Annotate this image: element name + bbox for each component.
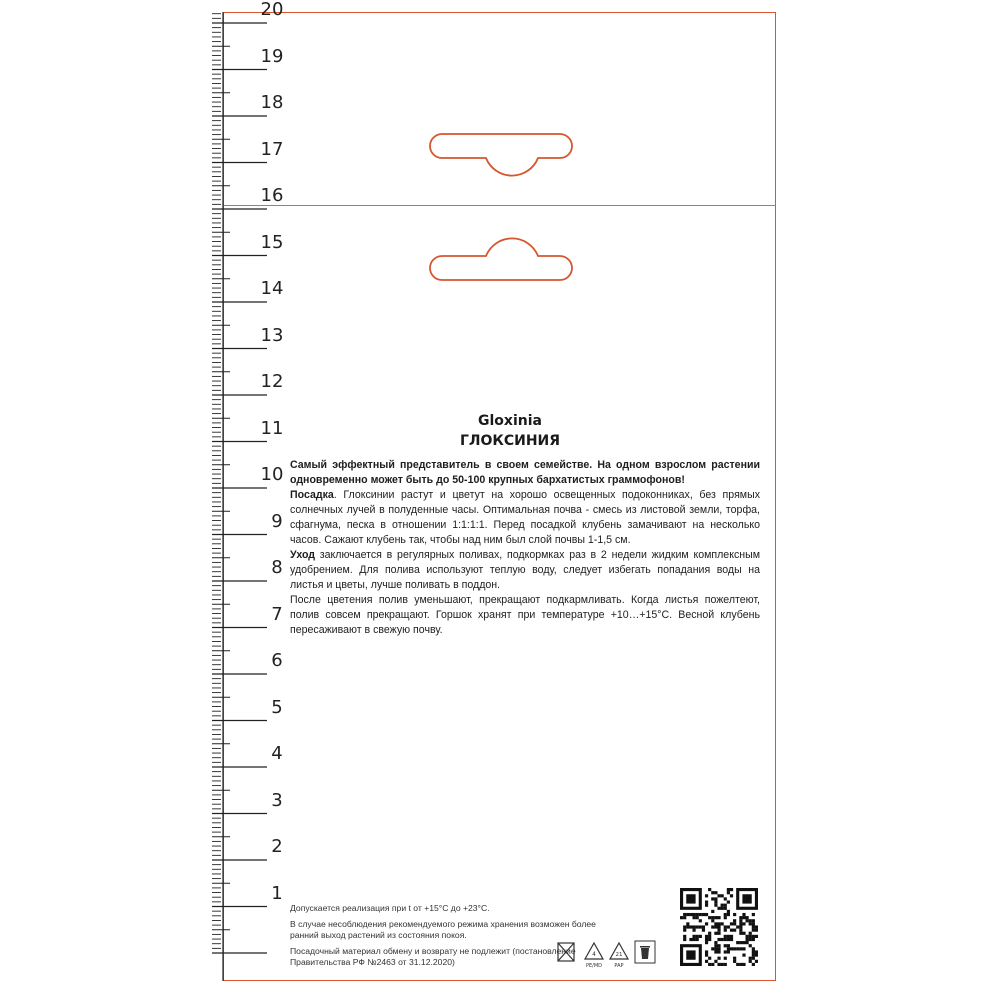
qr-module <box>736 947 739 950</box>
product-title-latin: Gloxinia <box>478 413 542 429</box>
qr-module <box>711 919 714 922</box>
qr-module <box>714 916 717 919</box>
qr-module <box>742 913 745 916</box>
qr-module <box>749 932 752 935</box>
qr-module <box>739 916 742 919</box>
qr-module <box>717 938 720 941</box>
qr-module <box>739 963 742 966</box>
hang-hole-top <box>420 128 582 198</box>
qr-module <box>683 929 686 932</box>
qr-module <box>717 932 720 935</box>
qr-module <box>742 932 745 935</box>
ruler-number: 6 <box>271 650 283 671</box>
qr-module <box>705 935 708 938</box>
qr-finder <box>742 894 751 903</box>
qr-module <box>724 929 727 932</box>
qr-module <box>705 913 708 916</box>
qr-module <box>752 922 755 925</box>
qr-module <box>742 916 745 919</box>
qr-module <box>724 938 727 941</box>
qr-module <box>705 950 708 953</box>
qr-module <box>746 941 749 944</box>
qr-module <box>755 929 758 932</box>
care-paragraph <box>290 548 760 593</box>
qr-code[interactable] <box>680 888 758 966</box>
qr-module <box>699 935 702 938</box>
qr-module <box>755 935 758 938</box>
qr-module <box>733 922 736 925</box>
qr-module <box>702 925 705 928</box>
ruler-number: 12 <box>260 371 284 392</box>
qr-module <box>711 897 714 900</box>
qr-module <box>705 904 708 907</box>
qr-module <box>696 925 699 928</box>
product-title-ru: ГЛОКСИНИЯ <box>459 433 561 449</box>
qr-module <box>736 963 739 966</box>
qr-module <box>696 935 699 938</box>
qr-module <box>686 922 689 925</box>
qr-module <box>755 954 758 957</box>
planting-label: Посадка <box>290 489 334 501</box>
qr-module <box>730 888 733 891</box>
qr-module <box>689 913 692 916</box>
qr-module <box>755 960 758 963</box>
qr-module <box>739 941 742 944</box>
qr-module <box>727 947 730 950</box>
ruler-number: 14 <box>260 278 284 299</box>
ruler-number: 15 <box>260 231 284 253</box>
qr-module <box>699 925 702 928</box>
qr-module <box>714 960 717 963</box>
qr-module <box>708 938 711 941</box>
qr-module <box>711 925 714 928</box>
qr-module <box>727 935 730 938</box>
qr-module <box>730 947 733 950</box>
qr-module <box>746 935 749 938</box>
qr-module <box>724 963 727 966</box>
ruler-number: 3 <box>271 789 283 811</box>
qr-module <box>752 938 755 941</box>
qr-module <box>752 919 755 922</box>
qr-module <box>717 922 720 925</box>
qr-module <box>683 938 686 941</box>
qr-module <box>714 897 717 900</box>
qr-module <box>749 957 752 960</box>
qr-module <box>714 950 717 953</box>
qr-module <box>717 944 720 947</box>
qr-module <box>717 929 720 932</box>
qr-finder <box>686 950 695 959</box>
storage-line1: Допускается реализация при t от +15°С до +23°С. <box>290 903 490 913</box>
qr-module <box>717 950 720 953</box>
ruler-number: 1 <box>271 882 283 904</box>
qr-module <box>708 963 711 966</box>
qr-module <box>727 910 730 913</box>
qr-module <box>746 919 749 922</box>
qr-module <box>724 897 727 900</box>
qr-module <box>739 925 742 928</box>
qr-module <box>683 913 686 916</box>
qr-module <box>721 963 724 966</box>
ruler-number: 2 <box>271 836 283 857</box>
qr-module <box>746 938 749 941</box>
fold-line <box>223 205 776 206</box>
qr-module <box>702 929 705 932</box>
qr-module <box>755 950 758 953</box>
qr-module <box>749 938 752 941</box>
qr-module <box>752 935 755 938</box>
qr-module <box>742 954 745 957</box>
qr-module <box>721 938 724 941</box>
qr-module <box>692 913 695 916</box>
ruler-number: 17 <box>260 138 284 160</box>
ruler-number: 5 <box>271 696 283 718</box>
after-flowering-paragraph: После цветения полив уменьшают, прекращают подкармливать. Когда листья пожелтеют, полив совсем прекращают. Горшок хранят при температуре +10…+15°С. Весной клубень пересаживают в свежую почву. <box>290 594 760 636</box>
qr-module <box>717 925 720 928</box>
qr-module <box>714 922 717 925</box>
qr-module <box>683 925 686 928</box>
qr-module <box>711 891 714 894</box>
description-lead: Самый эффектный представитель в своем семействе. На одном взрослом растении одновременно может быть до 50-100 крупных бархатистых граммофонов! <box>290 459 760 486</box>
qr-module <box>727 891 730 894</box>
qr-module <box>705 941 708 944</box>
planting-paragraph <box>290 488 760 548</box>
care-text: заключается в регулярных поливах, подкормках раз в 2 недели жидким комплексным удобрением. Для полива используют теплую воду, следует избегать попадания воды на листья и цветы, лучше поливать в поддон. <box>290 549 760 591</box>
qr-module <box>705 938 708 941</box>
qr-module <box>752 957 755 960</box>
qr-module <box>705 922 708 925</box>
qr-module <box>705 894 708 897</box>
qr-module <box>696 913 699 916</box>
qr-module <box>746 916 749 919</box>
qr-module <box>724 916 727 919</box>
qr-module <box>708 935 711 938</box>
qr-module <box>755 925 758 928</box>
qr-module <box>736 925 739 928</box>
qr-module <box>692 925 695 928</box>
qr-module <box>721 907 724 910</box>
hang-hole-bottom <box>420 230 582 300</box>
qr-module <box>733 919 736 922</box>
qr-module <box>724 935 727 938</box>
care-label: Уход <box>290 549 316 561</box>
qr-module <box>752 963 755 966</box>
qr-module <box>705 900 708 903</box>
qr-module <box>708 932 711 935</box>
qr-module <box>711 910 714 913</box>
qr-module <box>752 947 755 950</box>
qr-module <box>724 925 727 928</box>
qr-module <box>742 941 745 944</box>
qr-module <box>708 957 711 960</box>
qr-finder <box>686 894 695 903</box>
qr-module <box>714 900 717 903</box>
qr-module <box>711 947 714 950</box>
description-block <box>290 458 760 638</box>
trash-bin-icon <box>634 940 656 966</box>
qr-module <box>730 938 733 941</box>
qr-module <box>752 954 755 957</box>
qr-module <box>749 919 752 922</box>
qr-module <box>699 919 702 922</box>
qr-module <box>689 938 692 941</box>
qr-module <box>752 925 755 928</box>
no-wash-icon <box>555 940 577 966</box>
qr-module <box>708 916 711 919</box>
qr-module <box>727 944 730 947</box>
qr-module <box>714 891 717 894</box>
qr-module <box>717 963 720 966</box>
qr-module <box>727 950 730 953</box>
qr-module <box>702 913 705 916</box>
qr-module <box>708 888 711 891</box>
qr-module <box>727 900 730 903</box>
ruler-number: 11 <box>260 417 284 439</box>
qr-module <box>742 963 745 966</box>
storage-line2: В случае несоблюдения рекомендуемого режима хранения возможен более ранний выход растений из состояния покоя. <box>290 918 596 940</box>
qr-module <box>692 929 695 932</box>
qr-module <box>714 947 717 950</box>
planting-text: . Глоксинии растут и цветут на хорошо освещенных подоконниках, без прямых солнечных лучей в полуденные часы. Оптимальная почва - смесь из листовой земли, торфа, сфагнума, песка в отношении 1:1:1:1. Перед посадкой клубень замачивают на несколько часов. Сажают клубень так, чтобы над ним был слой почвы 1-1,5 см. <box>290 489 760 546</box>
ruler-number: 16 <box>260 185 284 206</box>
qr-module <box>733 960 736 963</box>
svg-text:4: 4 <box>592 951 596 958</box>
qr-module <box>680 916 683 919</box>
qr-module <box>717 907 720 910</box>
qr-module <box>733 913 736 916</box>
qr-module <box>724 907 727 910</box>
recycle-pap-label: PAP <box>614 963 624 969</box>
qr-module <box>742 922 745 925</box>
qr-module <box>749 922 752 925</box>
qr-module <box>699 913 702 916</box>
qr-module <box>730 929 733 932</box>
qr-module <box>727 938 730 941</box>
qr-module <box>730 922 733 925</box>
ruler-number: 8 <box>271 557 283 578</box>
qr-module <box>733 947 736 950</box>
qr-module <box>689 925 692 928</box>
ruler-number: 18 <box>260 92 284 113</box>
qr-module <box>727 913 730 916</box>
qr-module <box>739 932 742 935</box>
qr-module <box>705 960 708 963</box>
qr-module <box>749 935 752 938</box>
qr-module <box>727 888 730 891</box>
qr-module <box>733 957 736 960</box>
qr-module <box>749 944 752 947</box>
qr-module <box>724 944 727 947</box>
qr-module <box>711 916 714 919</box>
ruler-number: 10 <box>260 464 284 485</box>
qr-module <box>686 925 689 928</box>
qr-module <box>692 938 695 941</box>
qr-module <box>717 957 720 960</box>
ruler-number: 19 <box>260 45 284 67</box>
qr-module <box>692 935 695 938</box>
qr-module <box>742 947 745 950</box>
qr-module <box>696 916 699 919</box>
qr-module <box>752 950 755 953</box>
qr-module <box>752 913 755 916</box>
qr-module <box>721 894 724 897</box>
qr-module <box>711 963 714 966</box>
qr-module <box>724 957 727 960</box>
qr-module <box>714 944 717 947</box>
qr-module <box>717 916 720 919</box>
qr-module <box>749 960 752 963</box>
qr-module <box>739 922 742 925</box>
qr-module <box>724 913 727 916</box>
ruler-number: 7 <box>271 603 283 625</box>
ruler-number: 13 <box>260 324 284 346</box>
legal-note: Посадочный материал обмену и возврату не подлежит (постановление Правительства РФ №2463 от 31.12.2020) <box>290 945 576 967</box>
qr-module <box>714 932 717 935</box>
qr-module <box>739 947 742 950</box>
qr-module <box>705 954 708 957</box>
qr-module <box>717 894 720 897</box>
qr-module <box>717 947 720 950</box>
qr-module <box>736 941 739 944</box>
qr-module <box>727 925 730 928</box>
recycle-pe-md-label: PE/MD <box>585 963 603 969</box>
qr-module <box>752 929 755 932</box>
qr-module <box>686 913 689 916</box>
qr-module <box>714 904 717 907</box>
qr-module <box>683 916 686 919</box>
qr-module <box>739 919 742 922</box>
qr-module <box>730 935 733 938</box>
qr-module <box>696 938 699 941</box>
qr-module <box>724 904 727 907</box>
ruler-number: 20 <box>260 0 284 20</box>
ruler-number: 9 <box>271 510 283 532</box>
ruler-number: 4 <box>271 743 283 764</box>
qr-module <box>714 941 717 944</box>
qr-module <box>724 950 727 953</box>
qr-module <box>692 916 695 919</box>
qr-module <box>730 894 733 897</box>
qr-module <box>739 929 742 932</box>
qr-module <box>733 929 736 932</box>
qr-module <box>714 925 717 928</box>
qr-module <box>721 922 724 925</box>
svg-text:21: 21 <box>615 952 623 958</box>
qr-module <box>683 935 686 938</box>
qr-module <box>721 904 724 907</box>
